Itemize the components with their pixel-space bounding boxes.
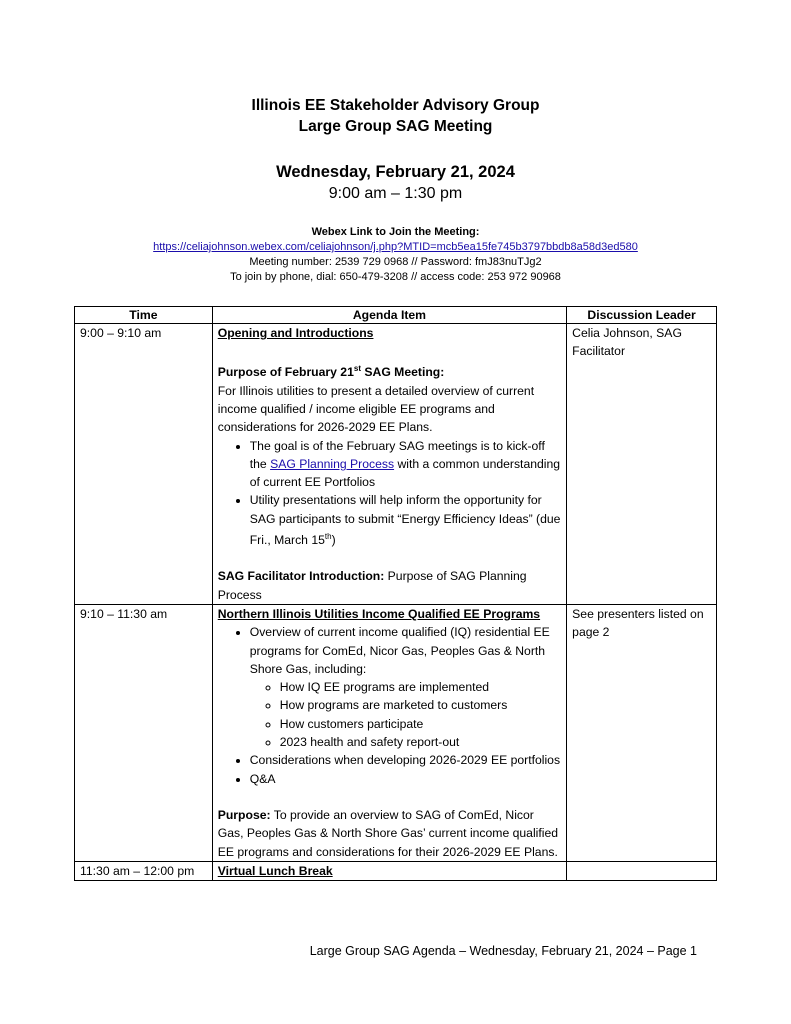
table-header-row (75, 307, 717, 324)
phone-info: To join by phone, dial: 650-479-3208 // access code: 253 972 90968 (230, 271, 561, 283)
meeting-time: 9:00 am – 1:30 pm (328, 185, 463, 202)
row-agenda-item (212, 324, 566, 605)
table-row (75, 604, 717, 861)
header-discussion-leader: Discussion Leader (567, 307, 717, 324)
list-item: • Utility presentations will help inform the opportunity for SAG participants to submit “Energy Efficiency Ideas” (due Fri., March 15th) (250, 491, 561, 549)
header-time: Time (75, 307, 213, 324)
webex-label: Webex Link to Join the Meeting: (311, 226, 480, 238)
sub-list-item: ◦ How IQ EE programs are implemented (280, 678, 561, 696)
sub-list-item: ◦ How customers participate (280, 715, 561, 733)
meeting-date: Wednesday, February 21, 2024 (276, 163, 515, 181)
page-footer: Large Group SAG Agenda – Wednesday, February 21, 2024 – Page 1 (309, 944, 697, 958)
title-line-1: Illinois EE Stakeholder Advisory Group (251, 97, 540, 114)
table-row (75, 861, 717, 880)
document-title (0, 95, 791, 137)
webex-link[interactable]: https://celiajohnson.webex.com/celiajohnson/j.php?MTID=mcb5ea15fe745b3797bbdb8a58d3ed580 (153, 241, 638, 253)
list-item: • The goal is of the February SAG meetings is to kick-off the SAG Planning Process with a common understanding of current EE Portfolios (250, 437, 561, 492)
header-agenda-item: Agenda Item (212, 307, 566, 324)
join-info (0, 225, 791, 285)
row-leader: Celia Johnson, SAG Facilitator (567, 324, 717, 605)
row-agenda-item (212, 604, 566, 861)
sag-planning-process-link[interactable]: SAG Planning Process (270, 456, 395, 471)
purpose-heading: Purpose of February 21st SAG Meeting: (217, 364, 445, 380)
purpose-text: For Illinois utilities to present a detailed overview of current income qualified / income eligible EE programs and considerations for 2026-2029 EE Plans. (217, 383, 535, 435)
row-agenda-item (212, 861, 566, 880)
list-item: • Q&A (250, 770, 561, 788)
sub-list-item: ◦ How programs are marketed to customers (280, 696, 561, 714)
agenda-table (74, 306, 717, 881)
sub-list-item: ◦ 2023 health and safety report-out (280, 733, 561, 751)
agenda-item-title: Northern Illinois Utilities Income Qualified EE Programs (217, 606, 541, 621)
row-leader (567, 861, 717, 880)
list-item: • Overview of current income qualified (IQ) residential EE programs for ComEd, Nicor Gas, Peoples Gas & North Shore Gas, including: ◦ How IQ EE programs are implemented ◦ How programs are marketed to customers ◦ How customers participate ◦ 2023 health and safety report-out (250, 623, 561, 751)
agenda-item-title: Virtual Lunch Break (217, 863, 333, 878)
agenda-item-title: Opening and Introductions (217, 326, 374, 340)
row-time: 9:10 – 11:30 am (75, 604, 213, 861)
title-line-2: Large Group SAG Meeting (298, 118, 493, 135)
row-time: 11:30 am – 12:00 pm (75, 861, 213, 880)
facilitator-intro: SAG Facilitator Introduction: Purpose of SAG Planning Process (217, 569, 527, 602)
row-leader: See presenters listed on page 2 (567, 604, 717, 861)
table-row (75, 324, 717, 605)
list-item: • Considerations when developing 2026-2029 EE portfolios (250, 751, 561, 769)
purpose-text: Purpose: To provide an overview to SAG of ComEd, Nicor Gas, Peoples Gas & North Shore Gas’ current income qualified EE programs and considerations for their 2026-2029 EE Plans. (217, 807, 559, 859)
meeting-number: Meeting number: 2539 729 0968 // Password: fmJ83nuTJg2 (249, 256, 542, 268)
row-time: 9:00 – 9:10 am (75, 324, 213, 605)
